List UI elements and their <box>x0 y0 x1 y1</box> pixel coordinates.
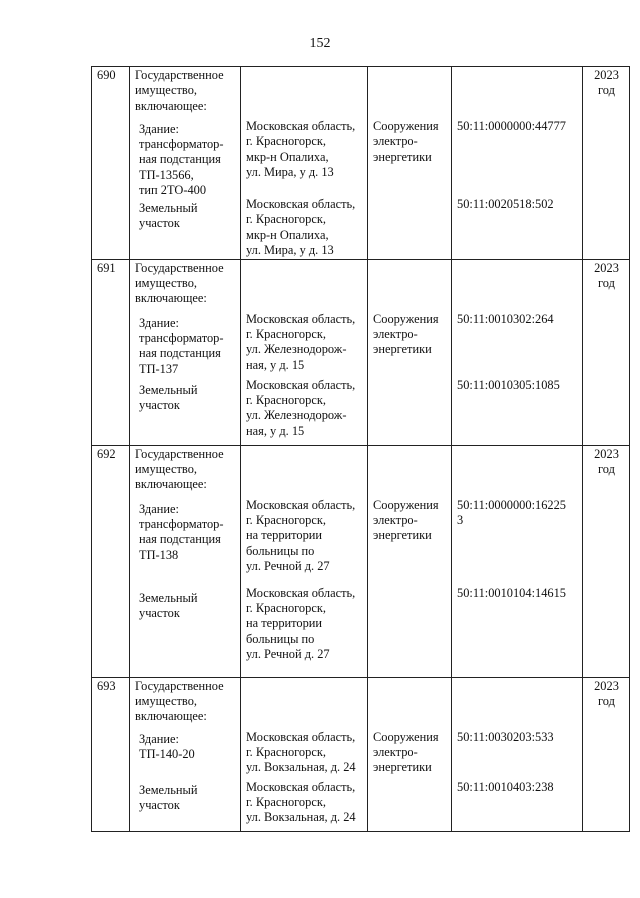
item-cadastral-number: 50:11:0000000:44777 <box>457 119 566 133</box>
item-cadastral-number: 50:11:0010403:238 <box>457 779 554 794</box>
item-address: Московская область, г. Красногорск, на территории больницы по ул. Речной д. 27 <box>246 585 356 662</box>
item-name: Здание: ТП-140-20 <box>130 731 241 782</box>
cadastral-column <box>452 259 583 445</box>
item-name: Здание: трансформатор- ная подстанция ТП-137 <box>130 315 241 382</box>
table-row <box>92 67 630 121</box>
cadastral-column <box>452 677 583 831</box>
group-label: Государственное имущество, включающее: <box>130 445 241 501</box>
group-label: Государственное имущество, включающее: <box>130 67 241 121</box>
page-number: 152 <box>309 36 331 51</box>
address-column <box>241 445 368 677</box>
cadastral-column <box>452 445 583 677</box>
group-label: Государственное имущество, включающее: <box>130 677 241 731</box>
item-type: Сооружения электро- энергетики <box>373 119 439 164</box>
item-address: Московская область, г. Красногорск, ул. Вокзальная, д. 24 <box>246 779 356 825</box>
item-name: Здание: трансформатор- ная подстанция ТП-138 <box>130 501 241 590</box>
address-column <box>241 67 368 260</box>
table-row <box>92 259 630 315</box>
item-address: Московская область, г. Красногорск, ул. Вокзальная, д. 24 <box>246 729 356 775</box>
item-cadastral-number: 50:11:0030203:533 <box>457 729 554 744</box>
entry-year: 2023 год <box>583 445 630 677</box>
item-name: Земельный участок <box>130 200 241 260</box>
entry-year: 2023 год <box>583 677 630 831</box>
group-label: Государственное имущество, включающее: <box>130 259 241 315</box>
type-column <box>368 677 452 831</box>
item-cadastral-number: 50:11:0000000:16225 3 <box>457 497 566 528</box>
item-address: Московская область, г. Красногорск, ул. Железнодорож- ная, у д. 15 <box>246 377 356 438</box>
property-registry-table <box>91 66 630 832</box>
item-address: Московская область, г. Красногорск, мкр-н Опалиха, ул. Мира, у д. 13 <box>246 197 356 258</box>
entry-number: 693 <box>92 677 130 831</box>
item-address: Московская область, г. Красногорск, мкр-н Опалиха, ул. Мира, у д. 13 <box>246 119 356 180</box>
table-row <box>92 677 630 731</box>
item-cadastral-number: 50:11:0020518:502 <box>457 197 554 211</box>
entry-number: 691 <box>92 259 130 445</box>
item-name: Здание: трансформатор- ная подстанция ТП-13566, тип 2ТО-400 <box>130 121 241 200</box>
item-name: Земельный участок <box>130 590 241 678</box>
item-name: Земельный участок <box>130 382 241 446</box>
address-column <box>241 677 368 831</box>
item-cadastral-number: 50:11:0010104:14615 <box>457 585 566 600</box>
type-column <box>368 67 452 260</box>
item-name: Земельный участок <box>130 782 241 832</box>
entry-year: 2023 год <box>583 67 630 260</box>
item-cadastral-number: 50:11:0010305:1085 <box>457 377 560 392</box>
item-type: Сооружения электро- энергетики <box>373 497 439 543</box>
item-type: Сооружения электро- энергетики <box>373 311 439 357</box>
table-row <box>92 445 630 501</box>
type-column <box>368 445 452 677</box>
type-column <box>368 259 452 445</box>
address-column <box>241 259 368 445</box>
item-type: Сооружения электро- энергетики <box>373 729 439 775</box>
entry-number: 690 <box>92 67 130 260</box>
entry-year: 2023 год <box>583 259 630 445</box>
entry-number: 692 <box>92 445 130 677</box>
item-address: Московская область, г. Красногорск, на территории больницы по ул. Речной д. 27 <box>246 497 356 574</box>
cadastral-column <box>452 67 583 260</box>
item-cadastral-number: 50:11:0010302:264 <box>457 311 554 326</box>
item-address: Московская область, г. Красногорск, ул. Железнодорож- ная, у д. 15 <box>246 311 356 372</box>
